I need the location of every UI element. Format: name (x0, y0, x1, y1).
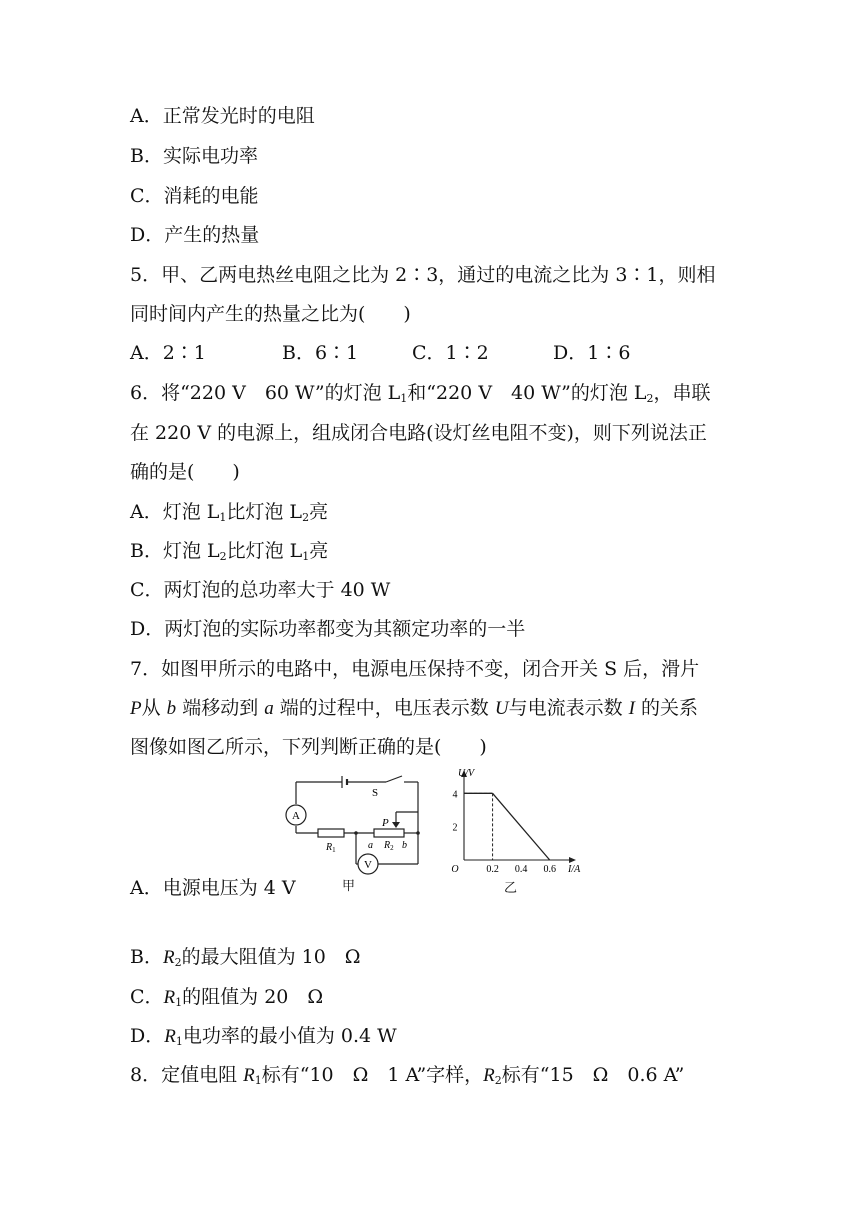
y-axis-label: U/V (458, 768, 475, 779)
x-tick-label: 0.4 (514, 864, 528, 875)
figure-yi-caption: 乙 (504, 881, 518, 896)
q5-stem-line2: 同时间内产生的热量之比为( ) (130, 303, 411, 325)
q8-stem-line1: 8．定值电阻 $R_1$标有“10 Ω 1 A”字样，$R_2$标有“15 Ω 0.6 A” (130, 1064, 685, 1087)
q4-option-b: B．实际电功率 (130, 145, 258, 167)
ammeter-label: A (292, 810, 300, 822)
q6-option-a: A．灯泡 $L_1$比灯泡 $L_2$亮 (130, 501, 329, 524)
circuit-diagram (284, 770, 432, 900)
x-axis-arrow (569, 857, 576, 863)
q5-option-c: C．1∶2 (412, 342, 489, 364)
q7-stem-line2: P从 b 端移动到 a 端的过程中，电压表示数 U与电流表示数 I 的关系 (130, 697, 698, 719)
q7-stem-line3: 图像如图乙所示，下列判断正确的是( ) (130, 736, 487, 758)
q7-option-c: C．$R_1$的阻值为 20 Ω (130, 986, 324, 1009)
q7-option-d: D．$R_1$电功率的最小值为 0.4 W (130, 1025, 397, 1048)
q5-option-a: A．2∶1 (130, 342, 206, 364)
u-i-graph (448, 768, 581, 878)
r2-label: $R_2$ (384, 840, 394, 852)
q4-option-a: A．正常发光时的电阻 (130, 105, 315, 127)
q4-option-d: D．产生的热量 (130, 224, 260, 246)
r1-label: $R_1$ (326, 842, 336, 854)
switch-label: S (372, 787, 379, 799)
q6-stem-line1: 6．将“220 V 60 W”的灯泡 $L_1$和“220 V 40 W”的灯泡 $L_2$，串联 (130, 382, 711, 405)
q5-option-d: D．1∶6 (553, 342, 631, 364)
q5-option-b: B．6∶1 (282, 342, 359, 364)
terminal-b-label: b (402, 840, 407, 851)
q6-option-c: C．两灯泡的总功率大于 40 W (130, 579, 391, 601)
q4-option-c: C．消耗的电能 (130, 185, 259, 207)
q7-option-a: A．电源电压为 4 V (130, 877, 296, 899)
y-tick-label: 4 (452, 789, 458, 801)
q6-stem-line3: 确的是( ) (130, 461, 240, 483)
line-segment-slope (493, 793, 550, 860)
figure-jia-caption: 甲 (342, 879, 356, 894)
q5-stem-line1: 5．甲、乙两电热丝电阻之比为 2∶3，通过的电流之比为 3∶1，则相 (130, 264, 716, 286)
q6-stem-line2: 在 220 V 的电源上，组成闭合电路(设灯丝电阻不变)，则下列说法正 (130, 422, 707, 444)
q7-option-b: B．$R_2$的最大阻值为 10 Ω (130, 946, 361, 969)
origin-label: O (451, 864, 459, 875)
x-tick-label: 0.2 (486, 864, 499, 875)
terminal-a-label: a (368, 840, 373, 851)
x-tick-label: 0.6 (543, 864, 556, 875)
q6-option-d: D．两灯泡的实际功率都变为其额定功率的一半 (130, 618, 526, 640)
x-axis-label: I/A (568, 864, 581, 875)
q7-stem-line1: 7．如图甲所示的电路中，电源电压保持不变，闭合开关 S 后，滑片 (130, 658, 700, 680)
voltmeter-label: V (364, 859, 372, 871)
q6-option-b: B．灯泡 $L_2$比灯泡 $L_1$亮 (130, 540, 329, 563)
y-tick-label: 2 (452, 822, 458, 834)
slider-arrow (392, 822, 400, 828)
slider-label: P (382, 817, 389, 829)
